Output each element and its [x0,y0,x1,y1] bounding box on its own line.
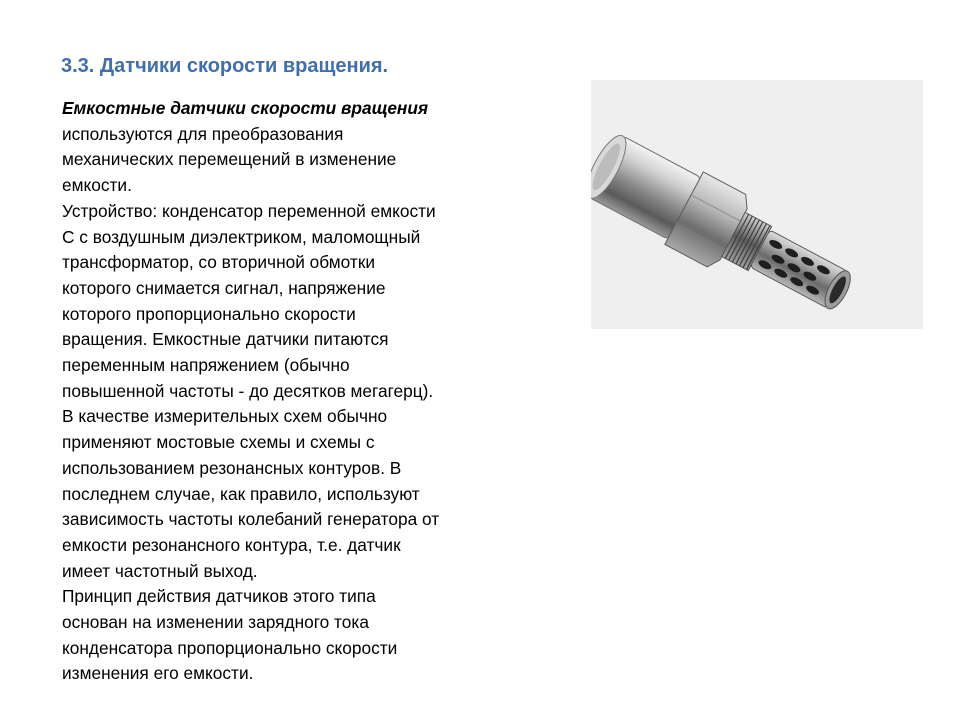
body-line: применяют мостовые схемы и схемы с [62,432,375,453]
body-line: Принцип действия датчиков этого типа [62,586,376,607]
body-line: Устройство: конденсатор переменной емкости [62,200,436,221]
body-line: механических перемещений в изменение [62,149,397,170]
body-line: зависимость частоты колебаний генератора от [62,509,440,530]
slide-title: 3.3. Датчики скорости вращения. [61,55,389,77]
body-line: вращения. Емкостные датчики питаются [62,329,389,350]
body-line: емкости. [62,175,132,196]
body-line: переменным напряжением (обычно [62,355,350,376]
sensor-illustration [591,80,923,329]
body-line: емкости резонансного контура, т.е. датчик [62,534,401,555]
body-line: В качестве измерительных схем обычно [62,406,388,427]
body-text [62,96,532,687]
body-line: последнем случае, как правило, используют [62,483,420,504]
body-line: повышенной частоты - до десятков мегагерц). [62,380,434,401]
body-line: имеет частотный выход. [62,560,258,581]
body-line: трансформатор, со вторичной обмотки [62,252,376,273]
body-line: основан на изменении зарядного тока [62,612,369,633]
body-line: С с воздушным диэлектриком, маломощный [62,226,421,247]
body-line: использованием резонансных контуров. В [62,457,402,478]
body-line: используются для преобразования [62,123,344,144]
body-line: которого снимается сигнал, напряжение [62,277,386,298]
body-line: изменения его емкости. [62,663,254,684]
body-line: конденсатора пропорционально скорости [62,637,398,658]
body-line: которого пропорционально скорости [62,303,356,324]
sensor-photo [591,80,923,329]
lead-phrase: Емкостные датчики скорости вращения [62,98,429,118]
